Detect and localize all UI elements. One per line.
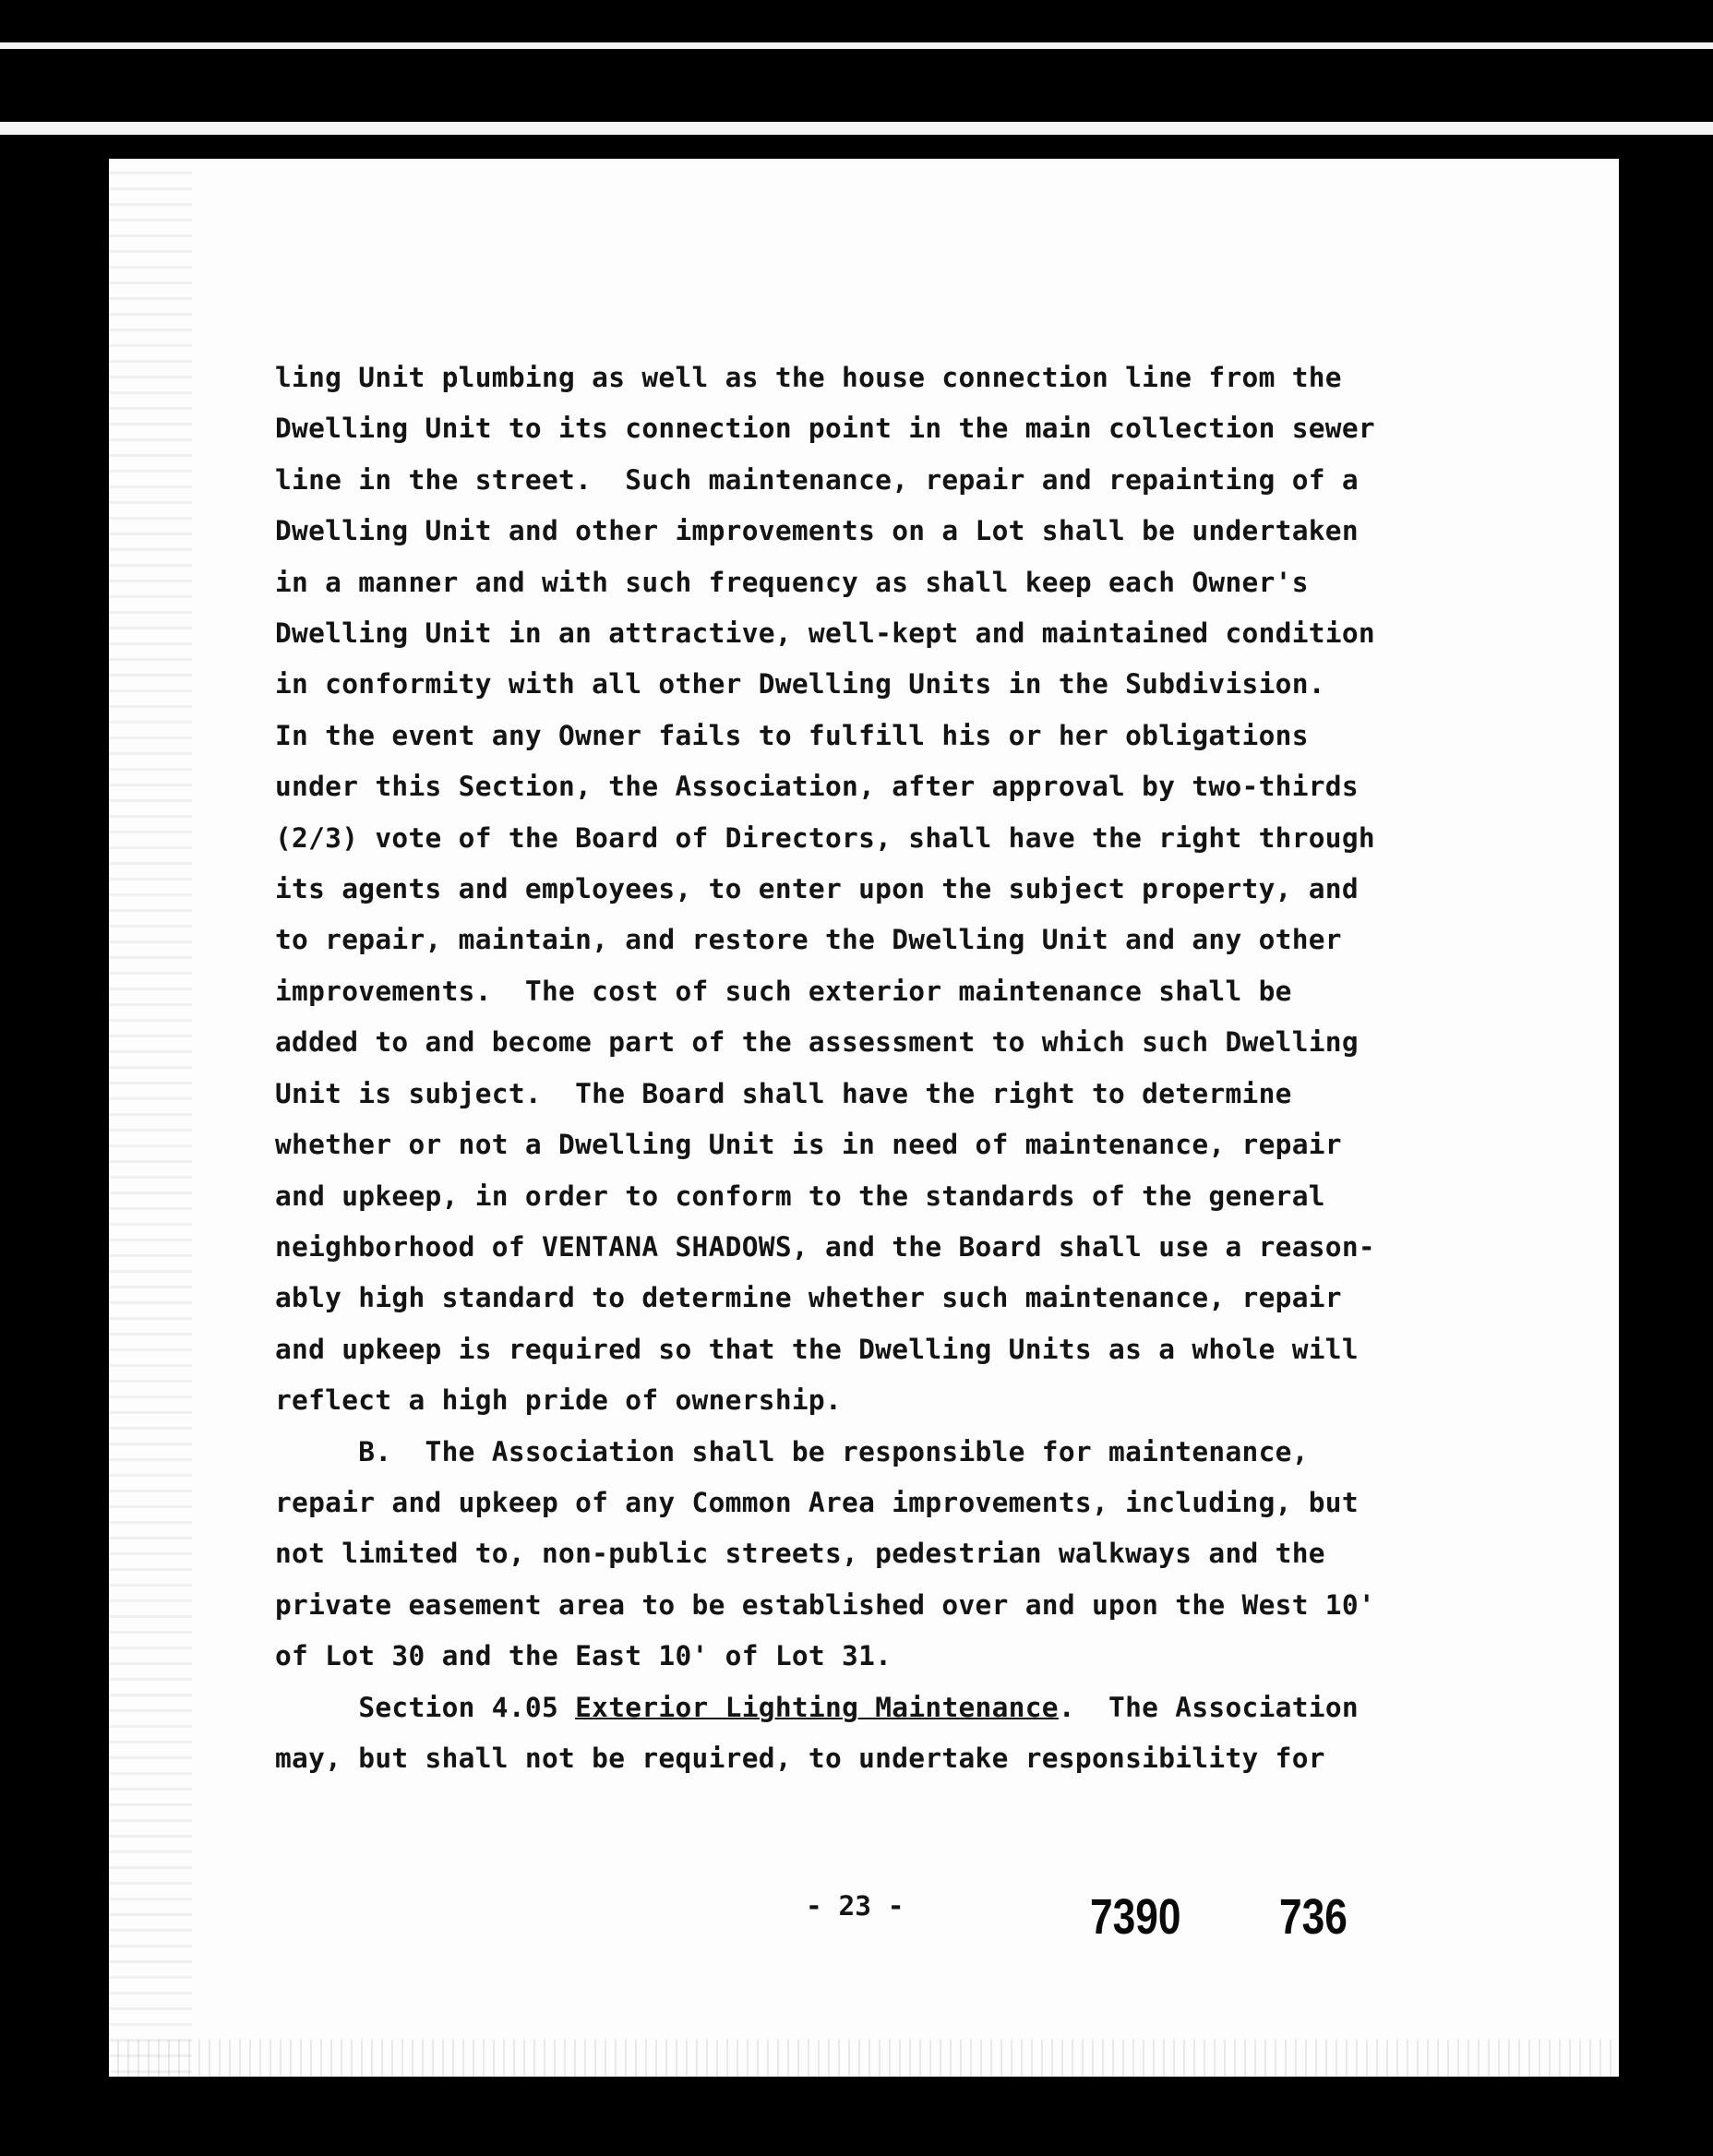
section-title: Exterior Lighting Maintenance	[575, 1691, 1059, 1723]
section-rest: . The Association	[1058, 1691, 1359, 1723]
text-line: ably high standard to determine whether such maintenance, repair	[275, 1282, 1342, 1314]
scan-border-line	[0, 42, 1713, 49]
text-line: improvements. The cost of such exterior maintenance shall be	[275, 975, 1292, 1007]
text-line: ling Unit plumbing as well as the house connection line from the	[275, 362, 1342, 393]
scan-noise-bottom	[109, 2040, 1619, 2077]
text-line: Unit is subject. The Board shall have the right to determine	[275, 1077, 1292, 1109]
text-line: in conformity with all other Dwelling Units in the Subdivision.	[275, 668, 1325, 701]
text-line: may, but shall not be required, to undertake responsibility for	[275, 1742, 1325, 1774]
text-line: neighborhood of VENTANA SHADOWS, and the Board shall use a reason-	[275, 1230, 1375, 1263]
text-line: in a manner and with such frequency as shall keep each Owner's	[275, 566, 1309, 598]
text-line: (2/3) vote of the Board of Directors, shall have the right through	[275, 821, 1375, 854]
scan-border-line	[0, 122, 1713, 135]
text-line: B. The Association shall be responsible for maintenance,	[275, 1435, 1309, 1467]
text-line: In the event any Owner fails to fulfill his or her obligations	[275, 719, 1309, 751]
text-line: and upkeep is required so that the Dwelling Units as a whole will	[275, 1333, 1359, 1365]
text-line: under this Section, the Association, after approval by two-thirds	[275, 771, 1359, 803]
text-line: its agents and employees, to enter upon the subject property, and	[275, 873, 1359, 905]
page-number: - 23 -	[806, 1890, 904, 1922]
text-line: private easement area to be established over and upon the West 10'	[275, 1588, 1375, 1621]
text-line: and upkeep, in order to conform to the standards of the general	[275, 1180, 1325, 1212]
text-line: not limited to, non-public streets, pedestrian walkways and the	[275, 1538, 1325, 1570]
section-number: Section 4.05	[358, 1691, 559, 1723]
document-page-number: 736	[1279, 1889, 1348, 1945]
text-line: whether or not a Dwelling Unit is in need of maintenance, repair	[275, 1129, 1342, 1161]
document-book-number: 7390	[1090, 1889, 1181, 1945]
section-heading-line	[275, 1683, 1567, 1733]
scan-noise-left	[109, 159, 192, 2077]
text-line: repair and upkeep of any Common Area improvements, including, but	[275, 1486, 1359, 1518]
text-line: to repair, maintain, and restore the Dwelling Unit and any other	[275, 924, 1342, 956]
text-line: Dwelling Unit in an attractive, well-kept and maintained condition	[275, 617, 1375, 650]
text-line: added to and become part of the assessment to which such Dwelling	[275, 1026, 1359, 1059]
text-line: Dwelling Unit and other improvements on a Lot shall be undertaken	[275, 515, 1359, 547]
text-line: of Lot 30 and the East 10' of Lot 31.	[275, 1640, 892, 1672]
document-page	[109, 159, 1619, 2077]
text-line: reflect a high pride of ownership.	[275, 1384, 843, 1417]
text-line: line in the street. Such maintenance, repair and repainting of a	[275, 463, 1359, 496]
text-line: Dwelling Unit to its connection point in the main collection sewer	[275, 413, 1375, 445]
section-indent	[275, 1692, 358, 1723]
body-text	[275, 353, 1567, 1784]
